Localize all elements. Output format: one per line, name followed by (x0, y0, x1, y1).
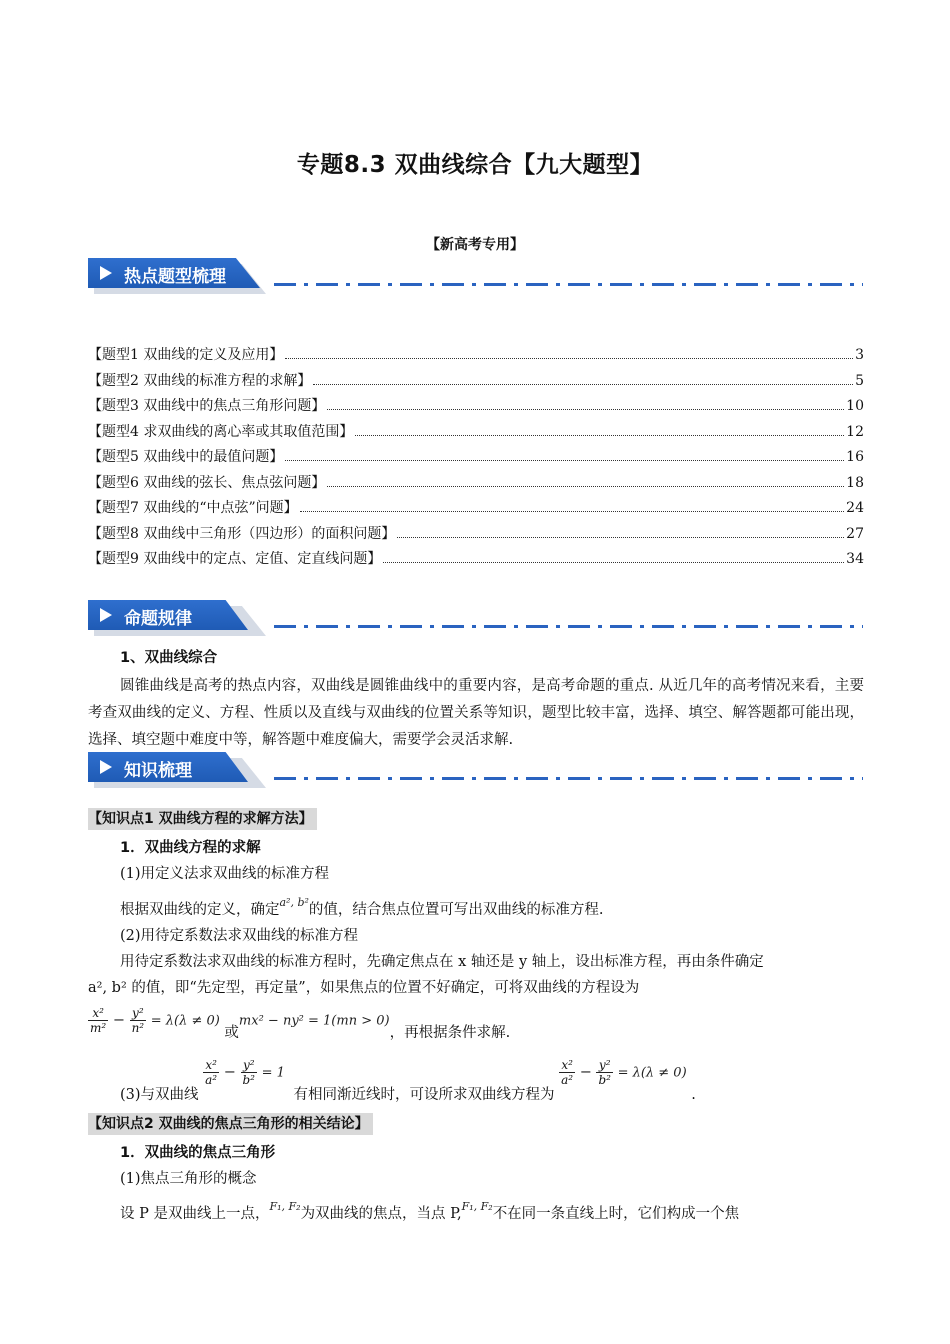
denominator: b² (242, 1073, 255, 1087)
math-expr: = 1 (261, 1065, 285, 1081)
rules-paragraph: 圆锥曲线是高考的热点内容，双曲线是圆锥曲线中的重要内容，是高考命题的重点. 从近几年的高考情况来看，主要考查双曲线的定义、方程、性质以及直线与双曲线的位置关系等知识，题型比较丰富，选择、填空、解答题都可能出现，选择、填空题中难度中等，解答题中难度偏大，需要学会灵活求解. (88, 678, 864, 748)
math-expr: = λ(λ ≠ 0) (150, 1013, 220, 1029)
math-expr: mx² − ny² = 1(mn > 0) (238, 1013, 390, 1029)
fraction (88, 1006, 108, 1035)
math-op: − (579, 1064, 592, 1081)
denominator: a² (205, 1073, 218, 1087)
knowledge-point-title: 【知识点2 双曲线的焦点三角形的相关结论】 (88, 1113, 373, 1135)
text-span: 有相同渐近线时，可设所求双曲线方程为 (293, 1086, 555, 1103)
play-arrow-icon (100, 266, 112, 280)
banner-label: 热点题型梳理 (124, 267, 226, 287)
dash-divider (274, 777, 863, 780)
table-of-contents (88, 343, 864, 573)
text-span: 根据双曲线的定义，确定 (120, 902, 280, 918)
denominator: n² (131, 1021, 145, 1035)
page-subtitle: 【新高考专用】 (426, 237, 524, 253)
toc-page[interactable]: 18 (846, 474, 864, 491)
toc-page[interactable]: 3 (855, 347, 864, 363)
toc-label[interactable]: 【题型5 双曲线中的最值问题】 (88, 449, 284, 465)
section-banner-rules (88, 600, 863, 636)
toc-leader (397, 537, 844, 538)
fraction (596, 1058, 613, 1087)
dash-divider (274, 625, 863, 628)
toc-item[interactable] (88, 547, 864, 573)
toc-label[interactable]: 【题型4 求双曲线的离心率或其取值范围】 (88, 423, 354, 440)
toc-label[interactable]: 【题型9 双曲线中的定点、定值、定直线问题】 (88, 551, 382, 567)
play-arrow-icon (100, 608, 112, 622)
toc-page[interactable]: 34 (846, 551, 864, 567)
toc-page[interactable]: 16 (846, 449, 864, 465)
kp1-step2-line2: a², b² 的值，即“先定型，再定量”，如果焦点的位置不好确定，可将双曲线的方程设为 (88, 980, 640, 996)
fraction (130, 1006, 147, 1035)
numerator: y² (596, 1058, 613, 1073)
toc-label[interactable]: 【题型3 双曲线中的焦点三角形问题】 (88, 398, 326, 414)
math-expr: = λ(λ ≠ 0) (617, 1065, 687, 1081)
toc-page[interactable]: 27 (846, 525, 864, 542)
section-banner-knowledge (88, 752, 863, 788)
math-a2-b2: a², b² (279, 896, 309, 909)
text-span: ，再根据条件求解. (389, 1024, 511, 1041)
toc-page[interactable]: 24 (846, 500, 864, 516)
dash-divider (274, 283, 863, 286)
toc-leader (285, 358, 853, 359)
section-banner-hot (88, 258, 863, 294)
denominator: a² (561, 1073, 574, 1087)
toc-label[interactable]: 【题型6 双曲线的弦长、焦点弦问题】 (88, 474, 326, 491)
fraction (559, 1058, 575, 1087)
kp2-subheading: 1．双曲线的焦点三角形 (120, 1145, 276, 1161)
toc-leader (313, 384, 853, 385)
toc-item[interactable] (88, 343, 864, 369)
text-span: 为双曲线的焦点，当点 P, (300, 1206, 462, 1222)
kp2-step1: (1)焦点三角形的概念 (120, 1171, 257, 1187)
fraction (203, 1058, 219, 1087)
toc-page[interactable]: 12 (846, 423, 864, 440)
toc-leader (327, 486, 844, 487)
numerator: y² (130, 1006, 147, 1021)
toc-leader (355, 435, 844, 436)
denominator: m² (90, 1021, 107, 1035)
toc-leader (383, 562, 844, 563)
kp1-equation-row (88, 1006, 511, 1041)
numerator: x² (559, 1058, 575, 1073)
toc-item[interactable] (88, 369, 864, 395)
fraction (241, 1058, 258, 1087)
kp1-step3 (120, 1058, 696, 1103)
kp1-step2: (2)用待定系数法求双曲线的标准方程 (120, 928, 359, 944)
toc-label[interactable]: 【题型7 双曲线的“中点弦”问题】 (88, 500, 298, 516)
knowledge-point-title: 【知识点1 双曲线方程的求解方法】 (88, 808, 317, 830)
toc-label[interactable]: 【题型8 双曲线中三角形（四边形）的面积问题】 (88, 525, 396, 542)
kp2-line (120, 1200, 739, 1223)
banner-label: 命题规律 (124, 609, 192, 629)
numerator: x² (88, 1006, 108, 1021)
toc-leader (300, 511, 845, 512)
math-f1-f2: F₁, F₂ (269, 1200, 301, 1213)
math-op: − (112, 1012, 125, 1029)
toc-page[interactable]: 10 (846, 398, 864, 414)
toc-leader (327, 409, 844, 410)
banner-label: 知识梳理 (124, 761, 192, 781)
text-span: 不在同一条直线上时，它们构成一个焦 (492, 1206, 740, 1222)
kp1-step2-line1: 用待定系数法求双曲线的标准方程时，先确定焦点在 x 轴还是 y 轴上，设出标准方程，再由条件确定 (120, 954, 764, 970)
denominator: b² (598, 1073, 611, 1087)
toc-page[interactable]: 5 (855, 372, 864, 389)
text-span: 设 P 是双曲线上一点， (120, 1206, 270, 1222)
toc-item[interactable] (88, 394, 864, 420)
toc-item[interactable] (88, 471, 864, 497)
text-span: (3)与双曲线 (120, 1086, 199, 1103)
toc-label[interactable]: 【题型2 双曲线的标准方程的求解】 (88, 372, 312, 389)
numerator: x² (203, 1058, 219, 1073)
play-arrow-icon (100, 760, 112, 774)
toc-item[interactable] (88, 445, 864, 471)
text-span: 的值，结合焦点位置可写出双曲线的标准方程. (308, 902, 604, 918)
toc-item[interactable] (88, 496, 864, 522)
math-f1-f2: F₁, F₂ (461, 1200, 493, 1213)
kp1-step1: (1)用定义法求双曲线的标准方程 (120, 866, 330, 882)
kp1-step1-text (120, 896, 604, 919)
toc-label[interactable]: 【题型1 双曲线的定义及应用】 (88, 347, 284, 363)
toc-item[interactable] (88, 522, 864, 548)
text-span: 或 (224, 1024, 239, 1041)
toc-leader (285, 460, 844, 461)
math-op: − (223, 1064, 236, 1081)
text-span: . (691, 1086, 696, 1103)
numerator: y² (241, 1058, 258, 1073)
rules-heading: 1、双曲线综合 (120, 650, 218, 666)
kp1-subheading: 1．双曲线方程的求解 (120, 840, 261, 856)
toc-item[interactable] (88, 420, 864, 446)
page-title: 专题8.3 双曲线综合【九大题型】 (296, 152, 654, 178)
